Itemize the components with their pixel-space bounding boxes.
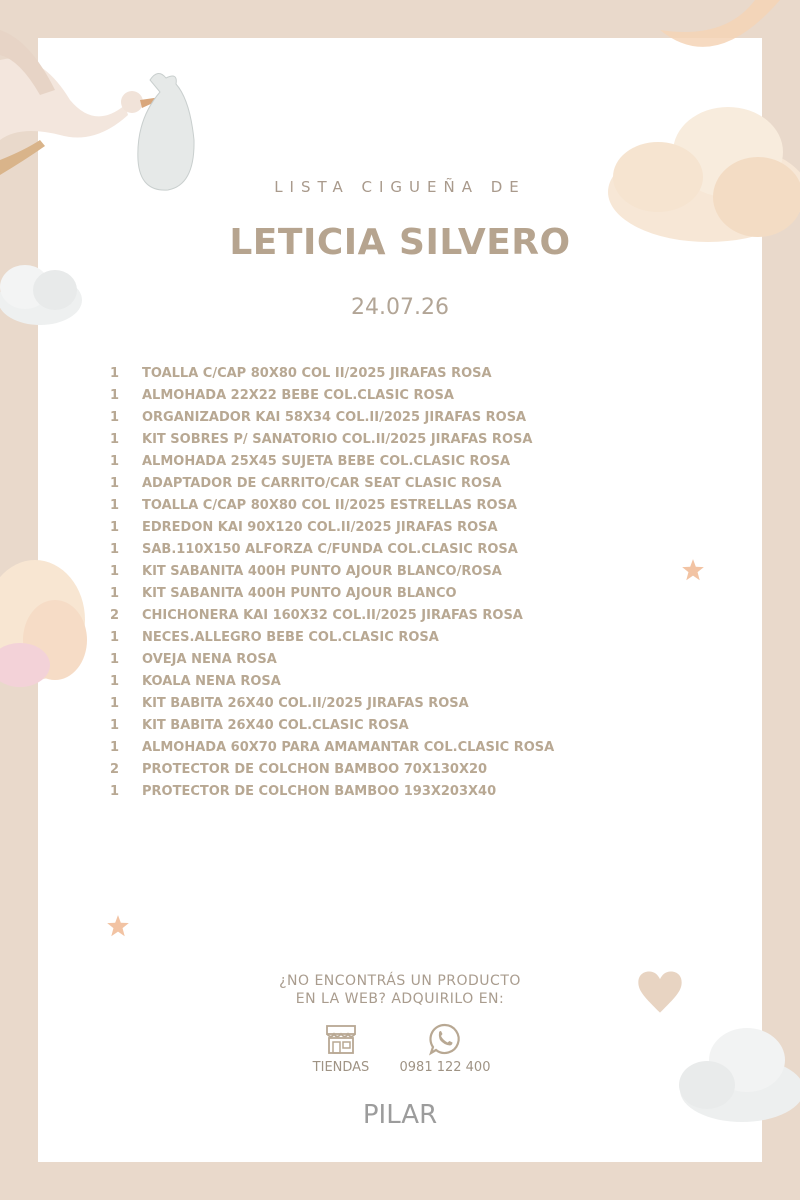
cloud-illustration	[0, 545, 90, 695]
item-label: KIT SOBRES P/ SANATORIO COL.II/2025 JIRAFAS ROSA	[142, 432, 533, 447]
list-item	[110, 451, 670, 473]
footer-question-line1: ¿NO ENCONTRÁS UN PRODUCTO	[279, 973, 521, 989]
list-item	[110, 583, 670, 605]
list-item	[110, 715, 670, 737]
star-icon	[680, 557, 706, 583]
footer-question	[0, 972, 800, 1008]
store-icon	[323, 1022, 359, 1056]
item-quantity: 1	[110, 388, 120, 403]
item-quantity: 1	[110, 674, 120, 689]
item-label: TOALLA C/CAP 80X80 COL II/2025 ESTRELLAS ROSA	[142, 498, 517, 513]
list-item	[110, 737, 670, 759]
item-quantity: 1	[110, 366, 120, 381]
phone-number: 0981 122 400	[399, 1060, 491, 1075]
item-label: SAB.110X150 ALFORZA C/FUNDA COL.CLASIC ROSA	[142, 542, 518, 557]
item-label: CHICHONERA KAI 160X32 COL.II/2025 JIRAFAS ROSA	[142, 608, 523, 623]
item-label: ALMOHADA 60X70 PARA AMAMANTAR COL.CLASIC ROSA	[142, 740, 555, 755]
item-quantity: 1	[110, 718, 120, 733]
item-quantity: 2	[110, 762, 120, 777]
list-item	[110, 429, 670, 451]
list-item	[110, 671, 670, 693]
item-quantity: 2	[110, 608, 120, 623]
item-label: PROTECTOR DE COLCHON BAMBOO 193X203X40	[142, 784, 497, 799]
item-label: ALMOHADA 25X45 SUJETA BEBE COL.CLASIC ROSA	[142, 454, 511, 469]
item-quantity: 1	[110, 740, 120, 755]
whatsapp-icon	[428, 1022, 462, 1056]
list-item	[110, 473, 670, 495]
item-quantity: 1	[110, 432, 120, 447]
item-quantity: 1	[110, 586, 120, 601]
list-item	[110, 495, 670, 517]
item-quantity: 1	[110, 476, 120, 491]
item-quantity: 1	[110, 498, 120, 513]
item-quantity: 1	[110, 410, 120, 425]
item-quantity: 1	[110, 564, 120, 579]
list-item	[110, 363, 670, 385]
list-item	[110, 517, 670, 539]
item-label: KIT SABANITA 400H PUNTO AJOUR BLANCO	[142, 586, 457, 601]
item-quantity: 1	[110, 520, 120, 535]
list-item	[110, 407, 670, 429]
footer-question-line2: EN LA WEB? ADQUIRILO EN:	[295, 991, 505, 1007]
stores-label: TIENDAS	[312, 1060, 370, 1075]
list-subtitle: LISTA CIGUEÑA DE	[274, 178, 526, 196]
list-item	[110, 759, 670, 781]
item-label: TOALLA C/CAP 80X80 COL II/2025 JIRAFAS ROSA	[142, 366, 492, 381]
list-item	[110, 627, 670, 649]
list-item	[110, 561, 670, 583]
item-quantity: 1	[110, 652, 120, 667]
list-item	[110, 649, 670, 671]
gift-list	[110, 363, 670, 803]
brand-logo: PILAR	[362, 1100, 438, 1130]
item-label: NECES.ALLEGRO BEBE COL.CLASIC ROSA	[142, 630, 439, 645]
item-quantity: 1	[110, 630, 120, 645]
list-item	[110, 385, 670, 407]
stork-illustration	[0, 20, 205, 195]
list-item	[110, 539, 670, 561]
list-item	[110, 693, 670, 715]
item-label: KOALA NENA ROSA	[142, 674, 281, 689]
item-quantity: 1	[110, 542, 120, 557]
item-label: PROTECTOR DE COLCHON BAMBOO 70X130X20	[142, 762, 488, 777]
item-label: OVEJA NENA ROSA	[142, 652, 277, 667]
list-item	[110, 605, 670, 627]
list-item	[110, 781, 670, 803]
item-quantity: 1	[110, 454, 120, 469]
phone-link[interactable]	[385, 1022, 505, 1075]
item-label: KIT SABANITA 400H PUNTO AJOUR BLANCO/ROSA	[142, 564, 502, 579]
star-icon	[105, 913, 131, 939]
item-label: EDREDON KAI 90X120 COL.II/2025 JIRAFAS ROSA	[142, 520, 498, 535]
stores-link[interactable]	[281, 1022, 401, 1075]
item-quantity: 1	[110, 696, 120, 711]
item-label: KIT BABITA 26X40 COL.II/2025 JIRAFAS ROSA	[142, 696, 469, 711]
item-label: ADAPTADOR DE CARRITO/CAR SEAT CLASIC ROSA	[142, 476, 502, 491]
page-title: LETICIA SILVERO	[229, 222, 571, 263]
item-label: ORGANIZADOR KAI 58X34 COL.II/2025 JIRAFAS ROSA	[142, 410, 527, 425]
item-label: KIT BABITA 26X40 COL.CLASIC ROSA	[142, 718, 409, 733]
moon-illustration	[655, 0, 785, 60]
item-label: ALMOHADA 22X22 BEBE COL.CLASIC ROSA	[142, 388, 454, 403]
item-quantity: 1	[110, 784, 120, 799]
list-date: 24.07.26	[351, 295, 449, 320]
